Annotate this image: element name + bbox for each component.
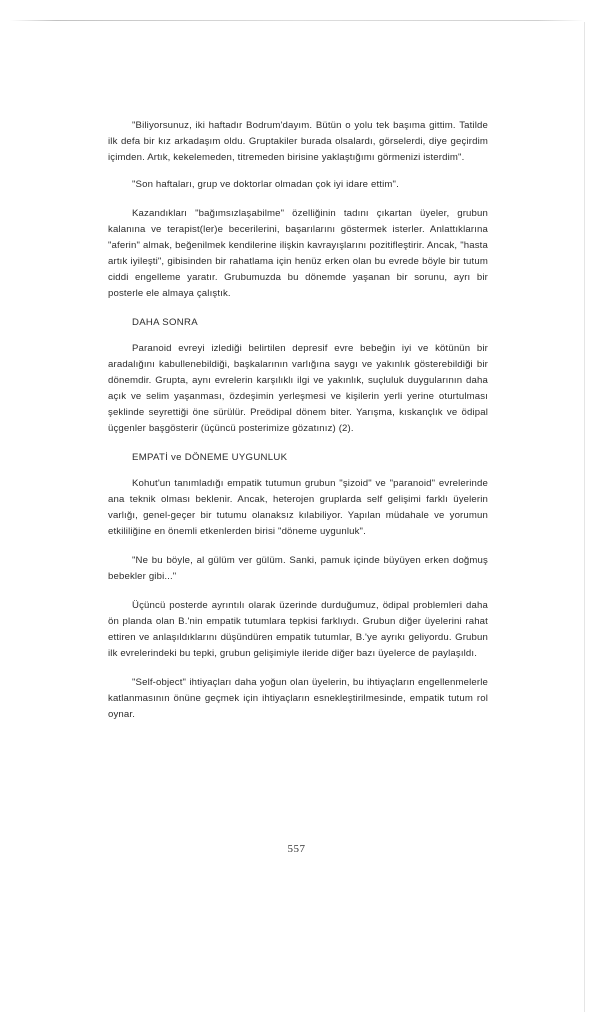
scan-edge-right bbox=[584, 22, 585, 1012]
page-body bbox=[108, 118, 488, 736]
paragraph-depressive-phase: Paranoid evreyi izlediği belirtilen depresif evre bebeğin iyi ve kötünün bir aradalığını kabullenebildiği, başkalarının varlığına saygı ve yakınlık gösterebildiği bir dönemdir. Grupta, aynı evrelerin karşılıklı ilgi ve yakınlık, suçluluk duygularının daha açık ve selim yaşanması, özdeşimin yerleşmesi ve kişilerin yerli yerine oturtulması şeklinde seyrettiği öne sürülür. Preödipal dönem biter. Yarışma, kıskançlık ve ödipal üçgenler başgösterir (üçüncü posterimize gözatınız) (2). bbox=[108, 343, 488, 434]
paragraph-kohut: Kohut'un tanımladığı empatik tutumun grubun "şizoid" ve "paranoid" evrelerinde ana teknik olması beklenir. Ancak, heterojen gruplarda self gelişimi farklı üyelerin varlığı, genel-geçer bir tutumu olanaksız kılabiliyor. Yapılan müdahale ve yorumun etkililiğine en önemli etkenlerden birisi "döneme uygunluk". bbox=[108, 478, 488, 537]
heading-empati: EMPATİ ve DÖNEME UYGUNLUK bbox=[132, 452, 288, 463]
scan-edge-line bbox=[10, 20, 584, 21]
paragraph-quote-bodrum: "Biliyorsunuz, iki haftadır Bodrum'dayım. Bütün o yolu tek başıma gittim. Tatilde ilk defa bir kız arkadaşım oldu. Gruptakiler burada olsalardı, görselerdi, diye geçirdim içimden. Artık, kekelemeden, titremeden birisine yaklaştığımı görmenizi isterdim". bbox=[108, 120, 488, 163]
heading-daha-sonra: DAHA SONRA bbox=[132, 317, 198, 328]
paragraph-independence: Kazandıkları "bağımsızlaşabilme" özelliğinin tadını çıkartan üyeler, grubun kalanına ve terapist(ler)e becerilerini, başarılarını göstermek isterler. Anlattıklarına "aferin" almak, beğenilmek kendilerine ilişkin kavrayışlarını pozitifleştirir. Ancak, "hasta artık iyileşti", gibisinden bir rahatlama için henüz erken olan bu evrede böyle bir tutum ciddi engelleme yaratır. Grubumuzda bu dönemde yaşanan bir sorunu, ayrı bir posterle ele almaya çalıştık. bbox=[108, 208, 488, 299]
paragraph-quote-gulum: "Ne bu böyle, al gülüm ver gülüm. Sanki, pamuk içinde büyüyen erken doğmuş bebekler gibi..." bbox=[108, 555, 488, 582]
paragraph-self-object: "Self-object" ihtiyaçları daha yoğun olan üyelerin, bu ihtiyaçların engellenmelerle katlanmasının önüne geçmek için ihtiyaçların esnekleştirilmesinde, empatik tutum rol oynar. bbox=[108, 677, 488, 720]
paragraph-third-poster: Üçüncü posterde ayrıntılı olarak üzerinde durduğumuz, ödipal problemleri daha ön planda olan B.'nin empatik tutumlara tepkisi farklıydı. Grubun diğer üyelerini rahat ettiren ve anlaşıldıklarını düşündüren empatik tutumlar, B.'ye ayrıkı geliyordu. Grubun ilk evrelerindeki bu tepki, grubun gelişimiyle ileride diğer bazı üyelerce de paylaşıldı. bbox=[108, 600, 488, 659]
paragraph-quote-last-weeks: "Son haftaları, grup ve doktorlar olmadan çok iyi idare ettim". bbox=[132, 179, 399, 190]
page-number: 557 bbox=[287, 843, 306, 855]
